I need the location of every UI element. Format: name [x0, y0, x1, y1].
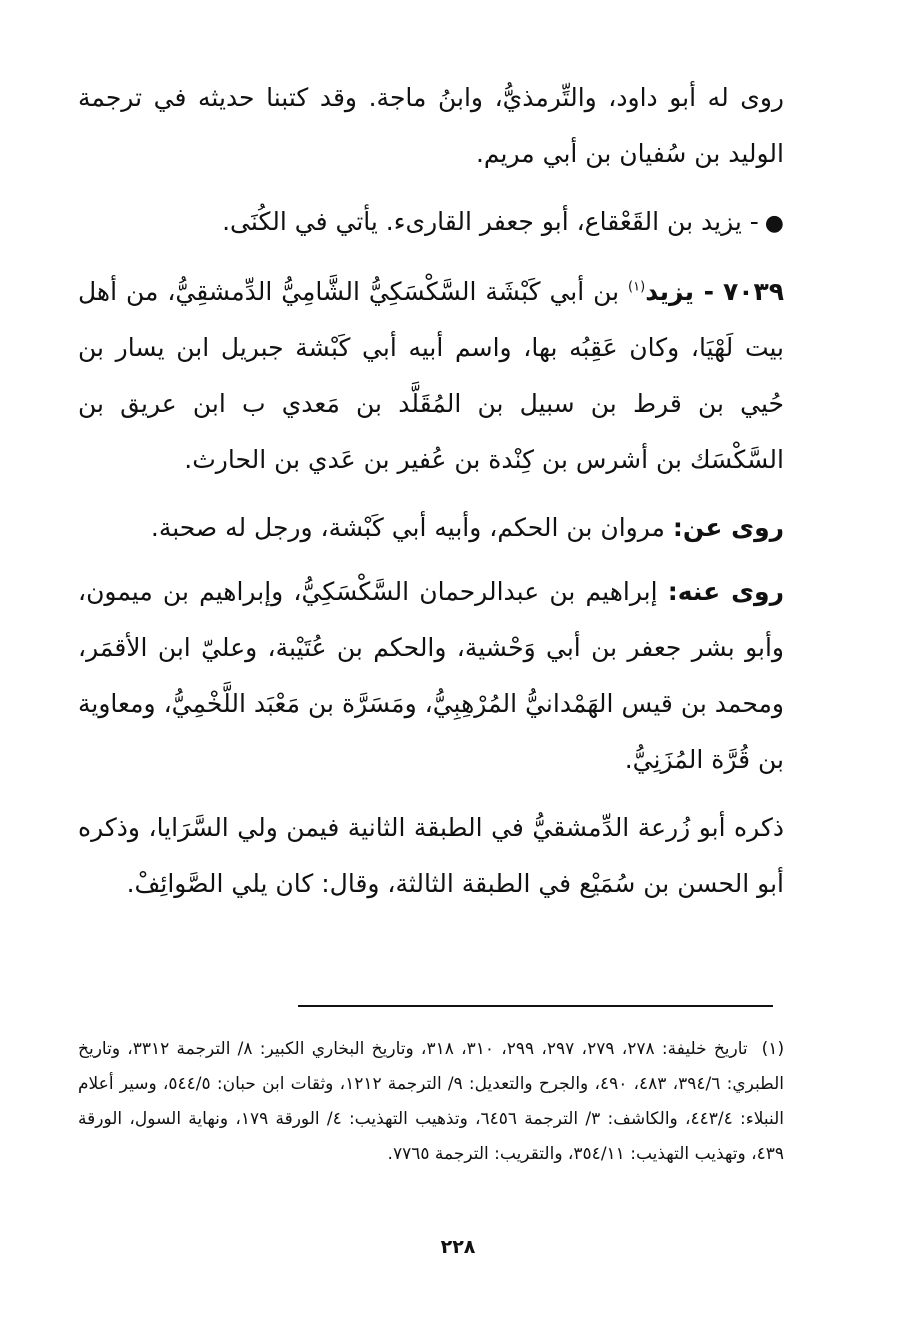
paragraph-text: ذكره أبو زُرعة الدِّمشقيُّ في الطبقة الثانية فيمن ولي السَّرَايا، وذكره أبو الحسن بن سُمَيْع في الطبقة الثالثة، وقال: كان يلي الصَّوائِفْ. — [78, 813, 784, 898]
entry-number: ٧٠٣٩ — [722, 277, 784, 306]
paragraph-narrators-summary — [78, 70, 784, 182]
footnote-reference: (١) — [628, 279, 646, 295]
footnotes — [78, 1032, 784, 1172]
paragraph-mentions — [78, 800, 784, 912]
page-number: ٢٢٨ — [440, 1236, 476, 1258]
narrated-from-text: مروان بن الحكم، وأبيه أبي كَبْشة، ورجل له صحبة. — [150, 513, 665, 542]
entry-text: بن أبي كَبْشَة السَّكْسَكِيُّ الشَّامِيُّ الدِّمشقِيُّ، من أهل بيت لَهْيَا، وكان عَقِبُه بها، واسم أبيه أبي كَبْشة جبريل ابن يسار بن حُيي بن قرط بن سبيل بن المُقَلَّد بن مَعدي ب ابن عريق بن السَّكْسَك بن أشرس بن كِنْدة بن عُفير بن عَدي بن الحارث. — [78, 277, 784, 474]
entry-head: - يزيد — [645, 277, 715, 306]
paragraph-text: - يزيد بن القَعْقاع، أبو جعفر القارىء. يأتي في الكُنَى. — [222, 207, 759, 236]
narrated-from-label: روى عن: — [672, 513, 784, 542]
narrated-by-text: إبراهيم بن عبدالرحمان السَّكْسَكِيُّ، وإبراهيم بن ميمون، وأبو بشر جعفر بن أبي وَحْشية، والحكم بن عُتَيْبة، وعليّ ابن الأقمَر، ومحمد بن قيس الهَمْدانيُّ المُرْهِبِيُّ، ومَسَرَّة بن مَعْبَد اللَّخْمِيُّ، ومعاوية بن قُرَّة المُزَنِيُّ. — [78, 577, 784, 774]
paragraph-narrated-from — [78, 500, 784, 556]
entry-yazid — [78, 264, 784, 488]
main-text — [78, 70, 784, 924]
paragraph-cross-reference — [78, 194, 784, 252]
footnote-separator — [298, 1005, 773, 1007]
footnote-number: (١) — [761, 1039, 785, 1059]
footnote-text: تاريخ خليفة: ٢٧٨، ٢٧٩، ٢٩٧، ٢٩٩، ٣١٠، ٣١٨، وتاريخ البخاري الكبير: ٨/ الترجمة ٣٣١٢، وتاريخ الطبري: ٣٩٤/٦، ٤٨٣، ٤٩٠، والجرح والتعديل: ٩/ الترجمة ١٢١٢، وثقات ابن حبان: ٥٤٤/٥، وسير أعلام النبلاء: ٤٤٣/٤، والكاشف: ٣/ الترجمة ٦٤٥٦، وتذهيب التهذيب: ٤/ الورقة ١٧٩، ونهاية السول، الورقة ٤٣٩، وتهذيب التهذيب: ٣٥٤/١١، والتقريب: الترجمة ٧٧٦٥. — [78, 1039, 785, 1164]
paragraph-narrated-by — [78, 564, 784, 788]
narrated-by-label: روى عنه: — [667, 577, 784, 606]
paragraph-text: روى له أبو داود، والتِّرمذيُّ، وابنُ ماجة. وقد كتبنا حديثه في ترجمة الوليد بن سُفيان بن أبي مريم. — [78, 83, 784, 168]
bullet-icon: ● — [764, 211, 784, 236]
